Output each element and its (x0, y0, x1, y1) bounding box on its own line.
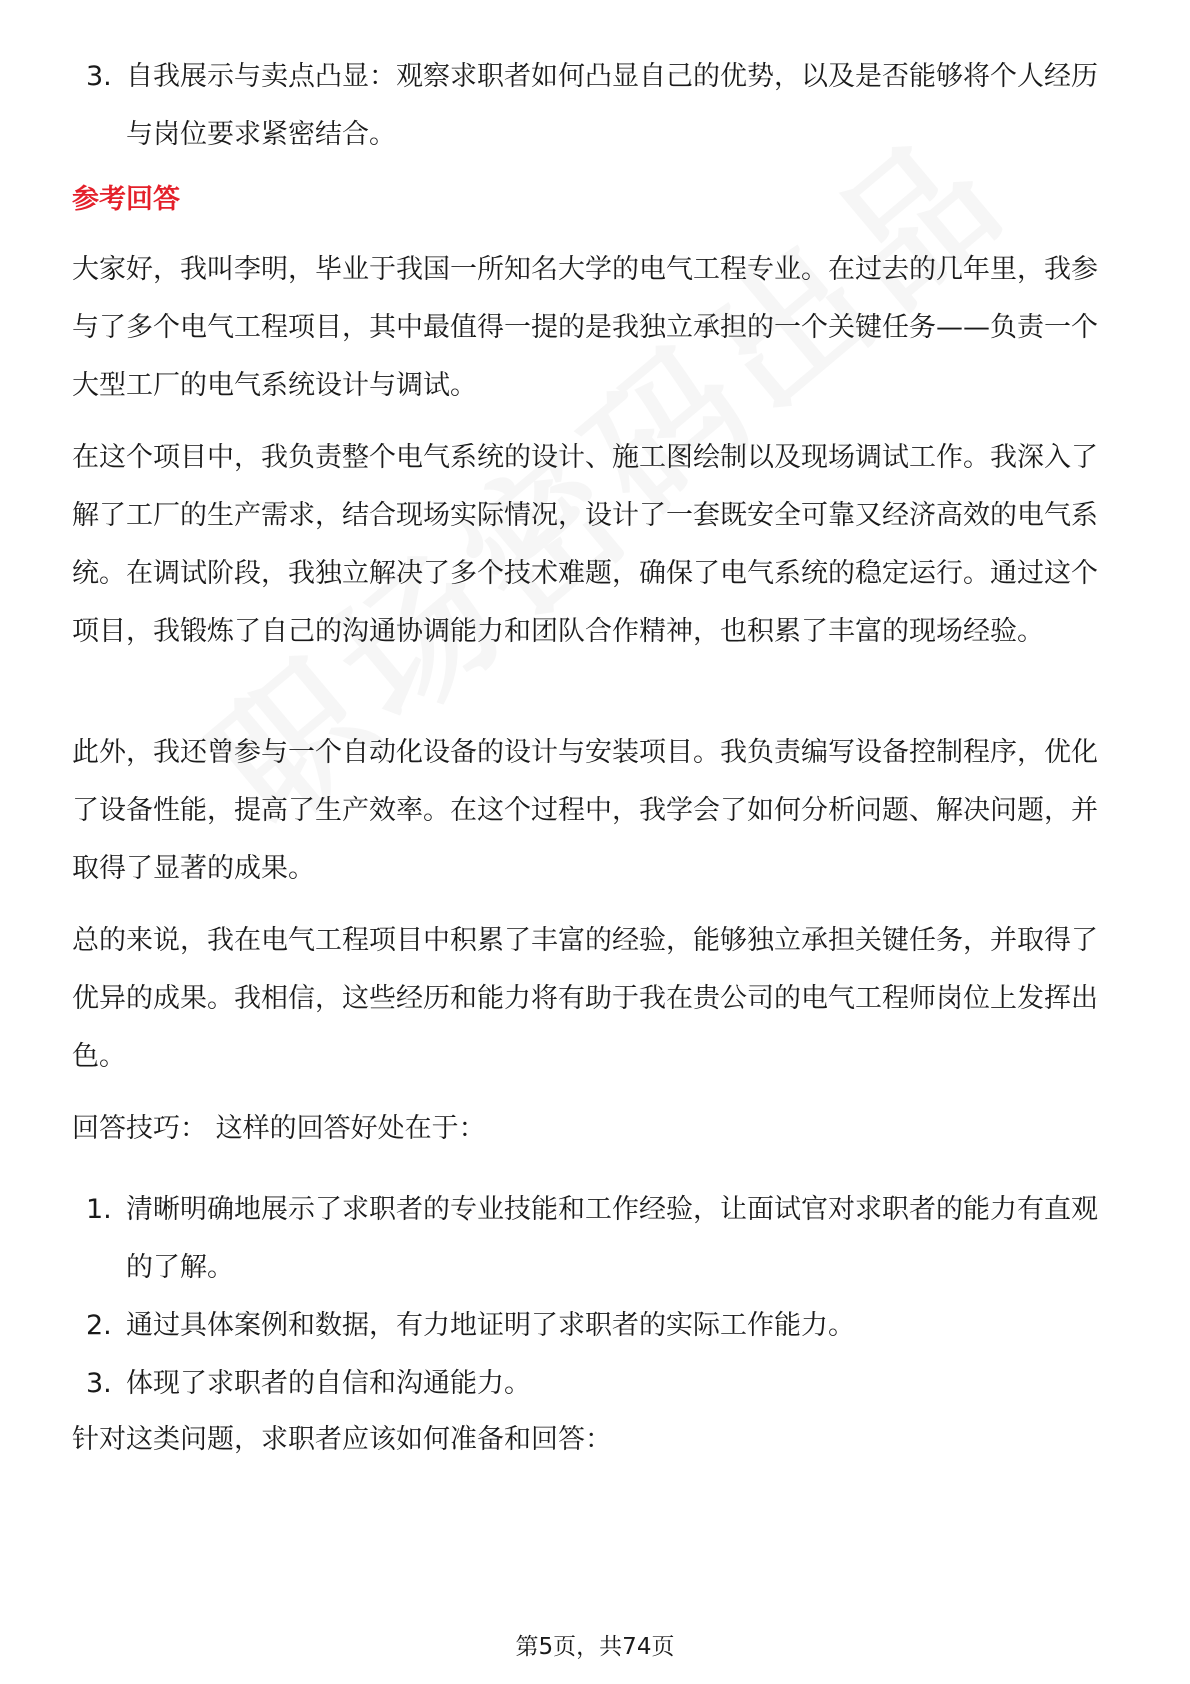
list-text: 清晰明确地展示了求职者的专业技能和工作经验，让面试官对求职者的能力有直观的了解。 (126, 1194, 1098, 1283)
list-text: 自我展示与卖点凸显：观察求职者如何凸显自己的优势，以及是否能够将个人经历与岗位要求紧密结合。 (126, 61, 1098, 150)
list-item (72, 1355, 1118, 1413)
tips-intro: 回答技巧： 这样的回答好处在于： (72, 1113, 486, 1144)
evaluation-list (72, 48, 1118, 164)
list-number: 2. (86, 1310, 112, 1341)
list-text: 体现了求职者的自信和沟通能力。 (126, 1368, 531, 1399)
list-item (72, 1181, 1118, 1297)
list-number: 3. (86, 61, 112, 92)
answer-paragraph-4: 总的来说，我在电气工程项目中积累了丰富的经验，能够独立承担关键任务，并取得了优异的成果。我相信，这些经历和能力将有助于我在贵公司的电气工程师岗位上发挥出色。 (72, 925, 1098, 1072)
answer-paragraph-2: 在这个项目中，我负责整个电气系统的设计、施工图绘制以及现场调试工作。我深入了解了工厂的生产需求，结合现场实际情况，设计了一套既安全可靠又经济高效的电气系统。在调试阶段，我独立解决了多个技术难题，确保了电气系统的稳定运行。通过这个项目，我锻炼了自己的沟通协调能力和团队合作精神，也积累了丰富的现场经验。 (72, 442, 1098, 647)
list-number: 3. (86, 1368, 112, 1399)
tips-list (72, 1181, 1118, 1413)
list-item (72, 48, 1118, 164)
section-title: 参考回答 (72, 184, 180, 215)
list-item (72, 1297, 1118, 1355)
page-footer: 第5页，共74页 (515, 1634, 675, 1660)
list-number: 1. (86, 1194, 112, 1225)
answer-paragraph-3: 此外，我还曾参与一个自动化设备的设计与安装项目。我负责编写设备控制程序，优化了设备性能，提高了生产效率。在这个过程中，我学会了如何分析问题、解决问题，并取得了显著的成果。 (72, 737, 1098, 884)
closing-question: 针对这类问题，求职者应该如何准备和回答： (72, 1424, 612, 1455)
list-text: 通过具体案例和数据，有力地证明了求职者的实际工作能力。 (126, 1310, 855, 1341)
answer-paragraph-1: 大家好，我叫李明，毕业于我国一所知名大学的电气工程专业。在过去的几年里，我参与了多个电气工程项目，其中最值得一提的是我独立承担的一个关键任务——负责一个大型工厂的电气系统设计与调试。 (72, 254, 1098, 401)
